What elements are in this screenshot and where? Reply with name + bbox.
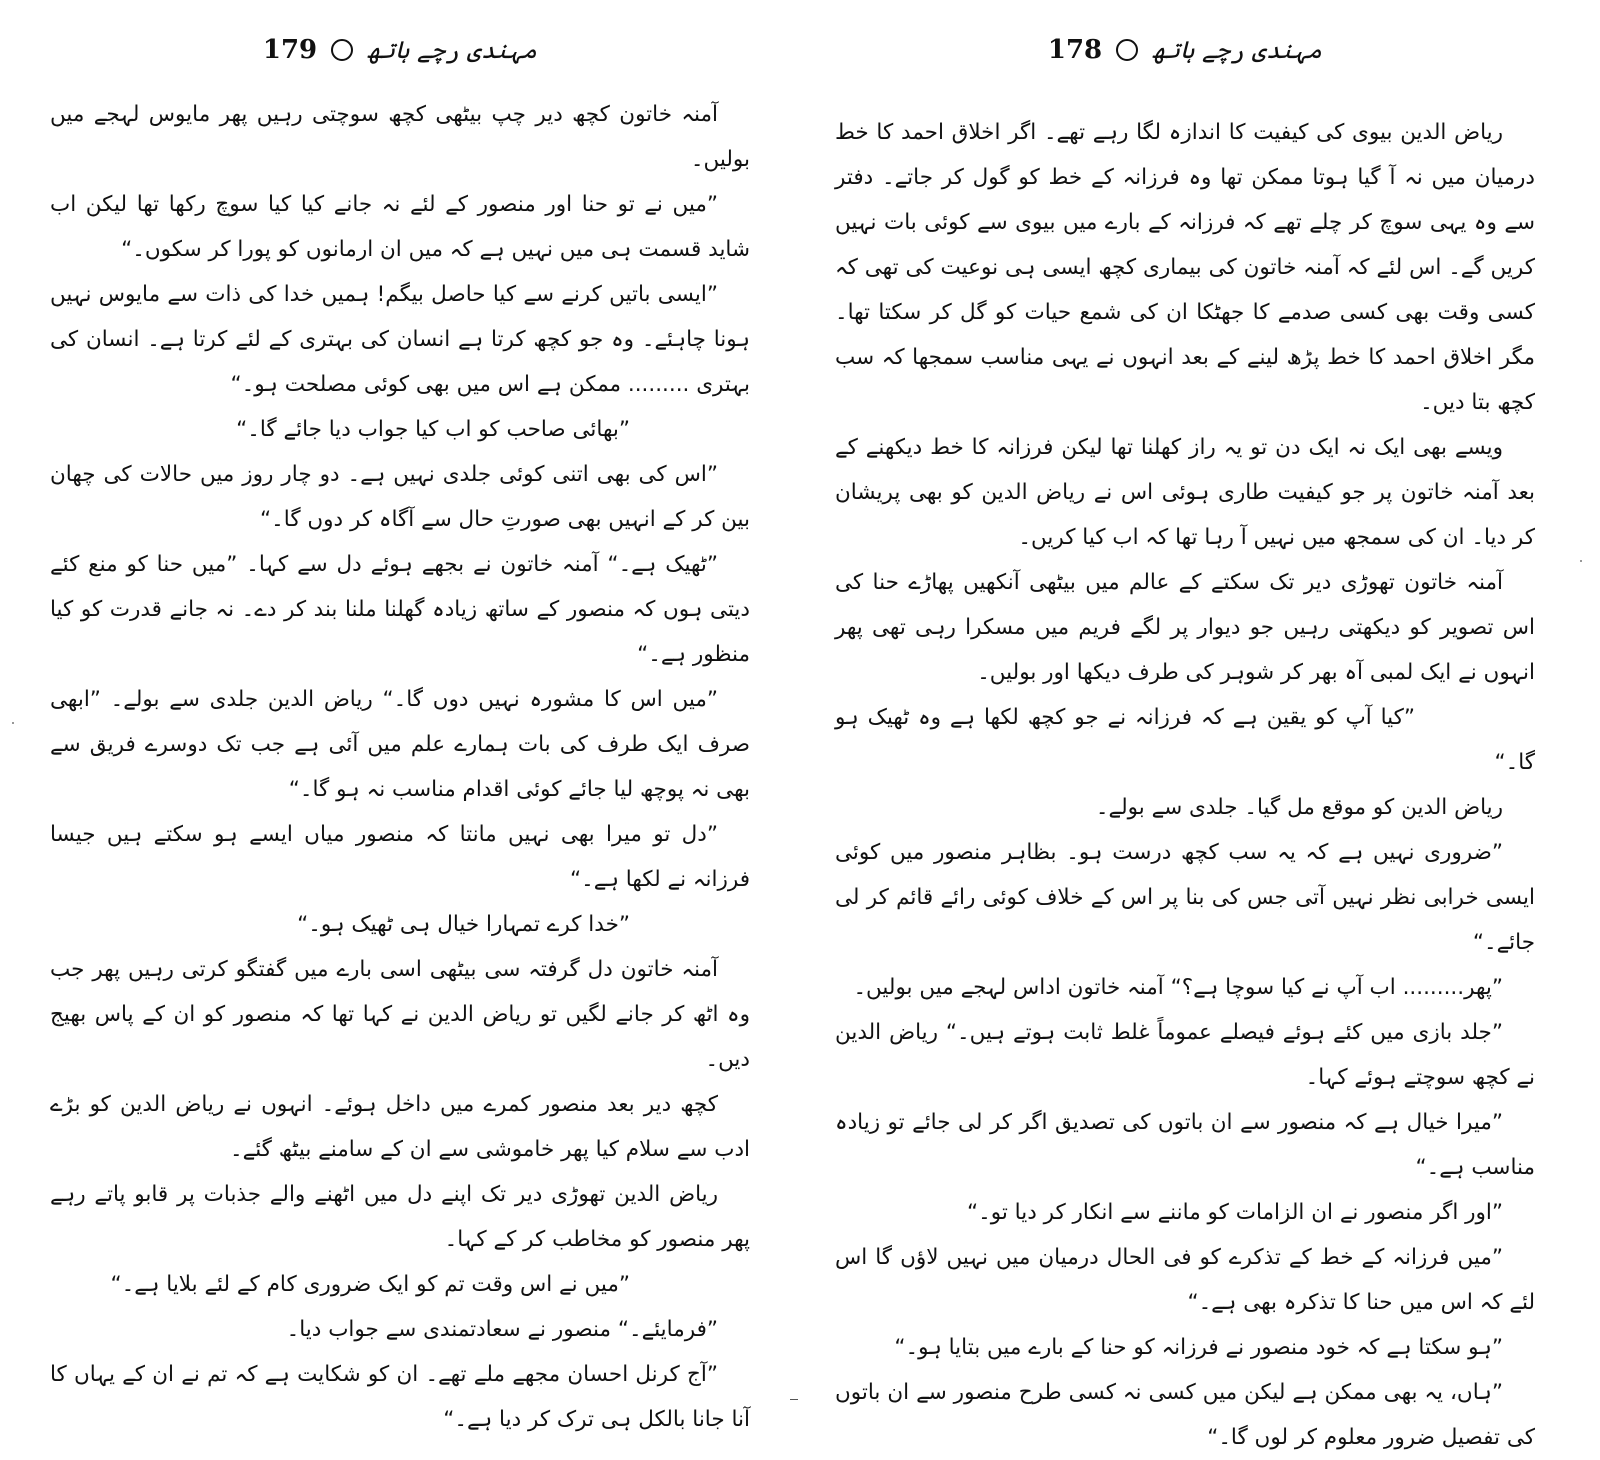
paragraph: آمنہ خاتون کچھ دیر چپ بیٹھی کچھ سوچتی رہیں پھر مایوس لہجے میں بولیں۔: [50, 102, 750, 172]
left-running-head: [50, 30, 750, 70]
circle-ornament-icon: [331, 39, 353, 61]
paragraph: ”جلد بازی میں کئے ہوئے فیصلے عموماً غلط ثابت ہوتے ہیں۔“ ریاض الدین نے کچھ سوچتے ہوئے کہا۔: [835, 1020, 1535, 1090]
scan-speck: [1580, 560, 1582, 562]
right-page-number: 178: [1047, 35, 1103, 65]
left-running-title: مہندی رچے ہاتھ: [367, 36, 538, 64]
paragraph: ”میں نے اس وقت تم کو ایک ضروری کام کے لئے بلایا ہے۔“: [110, 1272, 630, 1297]
paragraph: ویسے بھی ایک نہ ایک دن تو یہ راز کھلنا تھا لیکن فرزانہ کا خط دیکھنے کے بعد آمنہ خاتون پر جو کیفیت طاری ہوئی اس نے ریاض الدین کو بھی پریشان کر دیا۔ ان کی سمجھ میں نہیں آ رہا تھا کہ اب کیا کریں۔: [835, 435, 1535, 550]
paragraph: ”میرا خیال ہے کہ منصور سے ان باتوں کی تصدیق اگر کر لی جائے تو زیادہ مناسب ہے۔“: [835, 1110, 1535, 1180]
right-page: [835, 0, 1535, 1450]
paragraph: ”بھائی صاحب کو اب کیا جواب دیا جائے گا۔“: [236, 417, 630, 442]
paragraph: ”آج کرنل احسان مجھے ملے تھے۔ ان کو شکایت ہے کہ تم نے ان کے یہاں کا آنا جانا بالکل ہی ترک کر دیا ہے۔“: [50, 1362, 750, 1432]
paragraph: ”میں نے تو حنا اور منصور کے لئے نہ جانے کیا کیا سوچ رکھا تھا لیکن اب شاید قسمت ہی میں نہیں ہے کہ میں ان ارمانوں کو پورا کر سکوں۔“: [50, 192, 750, 262]
paragraph: ”ایسی باتیں کرنے سے کیا حاصل بیگم! ہمیں خدا کی ذات سے مایوس نہیں ہونا چاہئے۔ وہ جو کچھ کرتا ہے انسان کی بہتری کے لئے کرتا ہے۔ انسان کی بہتری ......... ممکن ہے اس میں بھی کوئی مصلحت ہو۔“: [50, 282, 750, 397]
paragraph: ”ضروری نہیں ہے کہ یہ سب کچھ درست ہو۔ بظاہر منصور میں کوئی ایسی خرابی نظر نہیں آتی جس کی بنا پر اس کے خلاف کوئی رائے قائم کر لی جائے۔“: [835, 840, 1535, 955]
paragraph: کچھ دیر بعد منصور کمرے میں داخل ہوئے۔ انہوں نے ریاض الدین کو بڑے ادب سے سلام کیا پھر خاموشی سے ان کے سامنے بیٹھ گئے۔: [50, 1092, 750, 1162]
paragraph: ”پھر......... اب آپ نے کیا سوچا ہے؟“ آمنہ خاتون اداس لہجے میں بولیں۔: [853, 975, 1503, 1000]
paragraph: ”میں اس کا مشورہ نہیں دوں گا۔“ ریاض الدین جلدی سے بولے۔ ”ابھی صرف ایک طرف کی بات ہمارے علم میں آئی ہے جب تک دوسرے فریق سے بھی نہ پوچھ لیا جائے کوئی اقدام مناسب نہ ہو گا۔“: [50, 687, 750, 802]
right-body-text: [835, 110, 1535, 1460]
gutter-mark: [790, 1395, 798, 1400]
right-running-head: [835, 30, 1535, 70]
paragraph: ”ہاں، یہ بھی ممکن ہے لیکن میں کسی نہ کسی طرح منصور سے ان باتوں کی تفصیل ضرور معلوم کر لوں گا۔“: [835, 1380, 1535, 1450]
left-page-number: 179: [262, 35, 318, 65]
paragraph: ریاض الدین کو موقع مل گیا۔ جلدی سے بولے۔: [1095, 795, 1503, 820]
paragraph: ریاض الدین تھوڑی دیر تک اپنے دل میں اٹھنے والے جذبات پر قابو پاتے رہے پھر منصور کو مخاطب کر کے کہا۔: [50, 1182, 750, 1252]
left-body-text: [50, 92, 750, 1442]
paragraph: ریاض الدین بیوی کی کیفیت کا اندازہ لگا رہے تھے۔ اگر اخلاق احمد کا خط درمیان میں نہ آ گیا ہوتا ممکن تھا وہ فرزانہ کے خط کو گول کر جاتے۔ دفتر سے وہ یہی سوچ کر چلے تھے کہ فرزانہ کے بارے میں بیوی سے کوئی بات نہیں کریں گے۔ اس لئے کہ آمنہ خاتون کی بیماری کچھ ایسی ہی نوعیت کی تھی کہ کسی وقت بھی کسی صدمے کا جھٹکا ان کی شمع حیات کو گل کر سکتا تھا۔ مگر اخلاق احمد کا خط پڑھ لینے کے بعد انہوں نے یہی مناسب سمجھا کہ سب کچھ بتا دیں۔: [835, 120, 1535, 415]
paragraph: ”ٹھیک ہے۔“ آمنہ خاتون نے بجھے ہوئے دل سے کہا۔ ”میں حنا کو منع کئے دیتی ہوں کہ منصور کے ساتھ زیادہ گھلنا ملنا بند کر دے۔ نہ جانے قدرت کو کیا منظور ہے۔“: [50, 552, 750, 667]
paragraph: ”میں فرزانہ کے خط کے تذکرے کو فی الحال درمیان میں نہیں لاؤں گا اس لئے کہ اس میں حنا کا تذکرہ بھی ہے۔“: [835, 1245, 1535, 1315]
circle-ornament-icon: [1116, 39, 1138, 61]
left-page: [50, 0, 750, 1432]
paragraph: ”خدا کرے تمہارا خیال ہی ٹھیک ہو۔“: [297, 912, 630, 937]
paragraph: آمنہ خاتون تھوڑی دیر تک سکتے کے عالم میں بیٹھی آنکھیں پھاڑے حنا کی اس تصویر کو دیکھتی رہیں جو دیوار پر لگے فریم میں مسکرا رہی تھی پھر انہوں نے ایک لمبی آہ بھر کر شوہر کی طرف دیکھا اور بولیں۔: [835, 570, 1535, 685]
paragraph: ”اور اگر منصور نے ان الزامات کو ماننے سے انکار کر دیا تو۔“: [967, 1200, 1503, 1225]
paragraph: آمنہ خاتون دل گرفتہ سی بیٹھی اسی بارے میں گفتگو کرتی رہیں پھر جب وہ اٹھ کر جانے لگیں تو ریاض الدین نے کہا تھا کہ منصور کو ان کے پاس بھیج دیں۔: [50, 957, 750, 1072]
paragraph: ”کیا آپ کو یقین ہے کہ فرزانہ نے جو کچھ لکھا ہے وہ ٹھیک ہو گا۔“: [835, 705, 1535, 775]
paragraph: ”دل تو میرا بھی نہیں مانتا کہ منصور میاں ایسے ہو سکتے ہیں جیسا فرزانہ نے لکھا ہے۔“: [50, 822, 750, 892]
scan-speck: [12, 722, 14, 724]
paragraph: ”فرمایئے۔“ منصور نے سعادتمندی سے جواب دیا۔: [286, 1317, 718, 1342]
paragraph: ”اس کی بھی اتنی کوئی جلدی نہیں ہے۔ دو چار روز میں حالات کی چھان بین کر کے انہیں بھی صورتِ حال سے آگاہ کر دوں گا۔“: [50, 462, 750, 532]
paragraph: ”ہو سکتا ہے کہ خود منصور نے فرزانہ کو حنا کے بارے میں بتایا ہو۔“: [894, 1335, 1503, 1360]
right-running-title: مہندی رچے ہاتھ: [1152, 36, 1323, 64]
